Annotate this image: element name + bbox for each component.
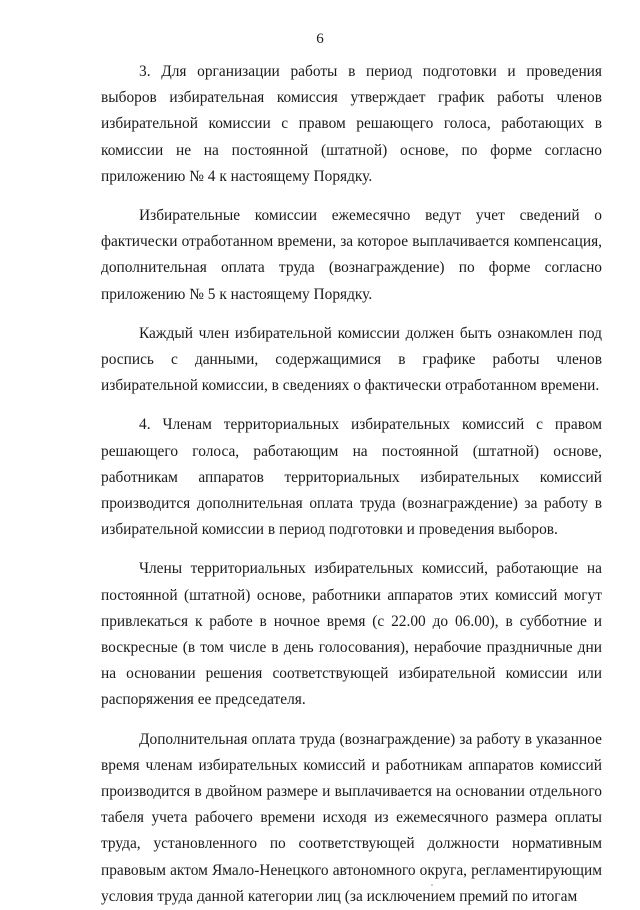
page-number: 6	[316, 31, 324, 47]
paragraph-additional-pay: 4. Членам территориальных избирательных комиссий с правом решающего голоса, работающим на постоянной (штатной) основе, работникам аппаратов территориальных избирательных комиссий производится дополнительная оплата труда (вознаграждение) за работу в избирательной комиссии в период подготовки и проведения выборов.	[101, 416, 602, 539]
paragraph-time-accounting: Избирательные комиссии ежемесячно ведут учет сведений о фактически отработанном времени, за которое выплачивается компенсация, дополнительная оплата труда (вознаграждение) по форме согласно приложению № 5 к настоящему Порядку.	[101, 207, 602, 303]
paragraph-work-schedule: 3. Для организации работы в период подготовки и проведения выборов избирательная комиссия утверждает график работы членов избирательной комиссии с правом решающего голоса, работающих в комиссии не на постоянной (штатной) основе, по форме согласно приложению № 4 к настоящему Порядку.	[101, 63, 602, 185]
paragraph-acknowledgement: Каждый член избирательной комиссии должен быть ознакомлен под роспись с данными, содержащимися в графике работы членов избирательной комиссии, в сведениях о фактически отработанном времени.	[101, 324, 602, 395]
paragraph-night-weekend-work: Члены территориальных избирательных комиссий, работающие на постоянной (штатной) основе, работники аппаратов этих комиссий могут привлекаться к работе в ночное время (с 22.00 до 06.00), в субботние и воскресные (в том числе в день голосования), нерабочие праздничные дни на основании решения соответствующей избирательной комиссии или распоряжения ее председателя.	[101, 560, 602, 709]
scan-speck	[431, 884, 433, 886]
document-body	[101, 59, 602, 910]
paragraph-double-pay: Дополнительная оплата труда (вознаграждение) за работу в указанное время членам избирательных комиссий и работникам аппаратов комиссий производится в двойном размере и выплачивается на основании отдельного табеля учета рабочего времени исходя из ежемесячного размера оплаты труда, установленного по соответствующей должности нормативным правовым актом Ямало-Ненецкого автономного округа, регламентирующим условия труда данной категории лиц (за исключением премий по итогам	[101, 730, 602, 905]
